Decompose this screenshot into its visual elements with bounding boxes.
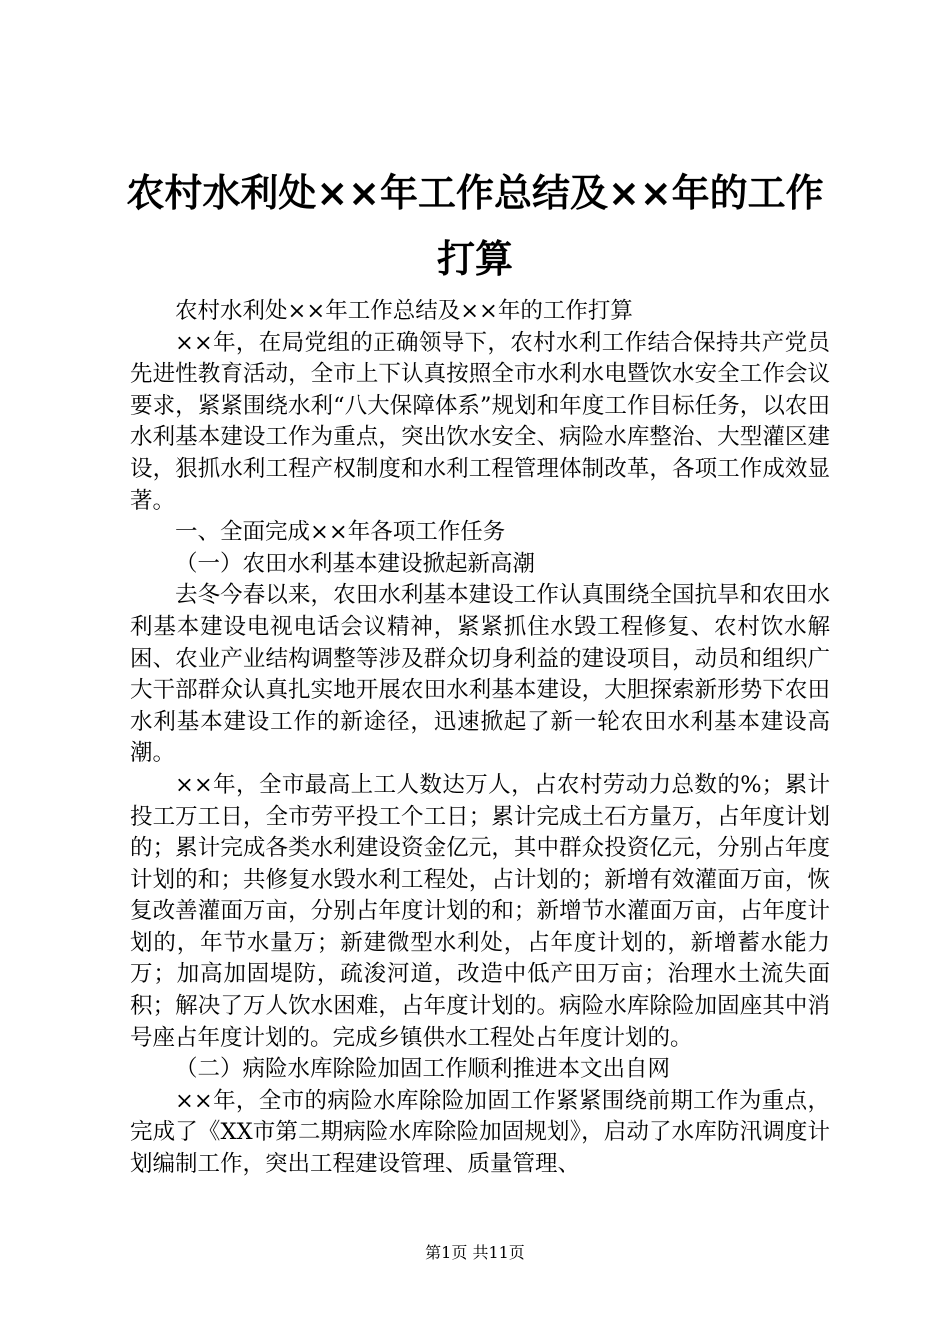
- paragraph: ××年，全市的病险水库除险加固工作紧紧围绕前期工作为重点，完成了《XX市第二期病险水库除险加固规划》，启动了水库防汛调度计划编制工作，突出工程建设管理、质量管理、: [130, 1087, 830, 1178]
- document-title: 农村水利处××年工作总结及××年的工作打算: [126, 171, 824, 281]
- document-body: [130, 296, 830, 1181]
- subsection-heading: （二）病险水库除险加固工作顺利推进本文出自网: [175, 1056, 671, 1083]
- paragraph: 去冬今春以来，农田水利基本建设工作认真围绕全国抗旱和农田水利基本建设电视电话会议精神，紧紧抓住水毁工程修复、农村饮水解困、农业产业结构调整等涉及群众切身利益的建设项目，动员和组织广大干部群众认真扎实地开展农田水利基本建设，大胆探索新形势下农田水利基本建设工作的新途径，迅速掀起了新一轮农田水利基本建设高潮。: [130, 582, 830, 767]
- subsection-heading: （一）农田水利基本建设掀起新高潮: [175, 550, 536, 577]
- paragraph: ××年，全市最高上工人数达万人，占农村劳动力总数的%；累计投工万工日，全市劳平投工个工日；累计完成土石方量万，占年度计划的；累计完成各类水利建设资金亿元，其中群众投资亿元，分别占年度计划的和；共修复水毁水利工程处，占计划的；新增有效灌面万亩，恢复改善灌面万亩，分别占年度计划的和；新增节水灌面万亩，占年度计划的，年节水量万；新建微型水利处，占年度计划的，新增蓄水能力万；加高加固堤防，疏浚河道，改造中低产田万亩；治理水土流失面积；解决了万人饮水困难，占年度计划的。病险水库除险加固座其中消号座占年度计划的。完成乡镇供水工程处占年度计划的。: [130, 771, 830, 1051]
- paragraph: ××年，在局党组的正确领导下，农村水利工作结合保持共产党员先进性教育活动，全市上下认真按照全市水利水电暨饮水安全工作会议要求，紧紧围绕水利“八大保障体系”规划和年度工作目标任务，以农田水利基本建设工作为重点，突出饮水安全、病险水库整治、大型灌区建设，狠抓水利工程产权制度和水利工程管理体制改革，各项工作成效显著。: [130, 329, 830, 514]
- page-number-footer: 第1页 共11页: [425, 1243, 525, 1262]
- section-heading: 一、全面完成××年各项工作任务: [175, 519, 506, 546]
- paragraph: 农村水利处××年工作总结及××年的工作打算: [175, 298, 633, 324]
